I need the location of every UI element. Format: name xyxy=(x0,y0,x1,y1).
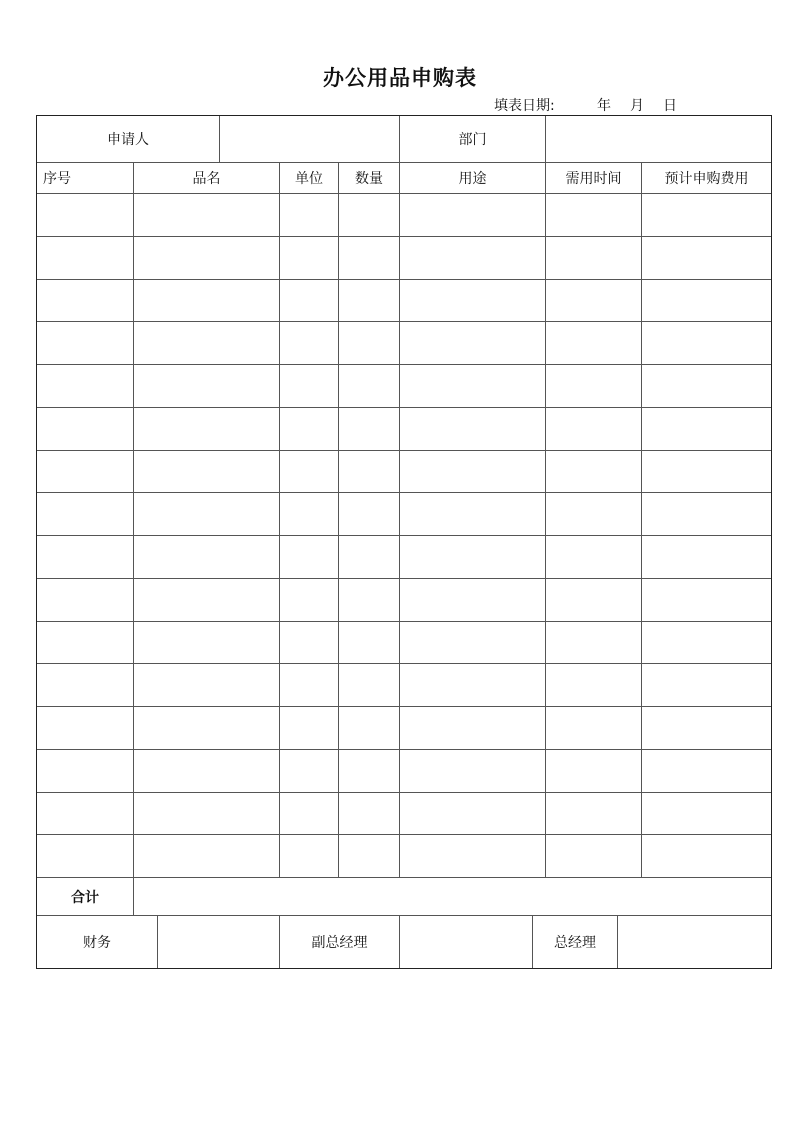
row-2-purpose-cell[interactable] xyxy=(400,237,546,280)
row-11-purpose-cell[interactable] xyxy=(400,622,546,665)
row-7-item-name-cell[interactable] xyxy=(134,451,280,494)
row-13-estimated-cost-cell[interactable] xyxy=(642,707,771,750)
row-13-quantity-cell[interactable] xyxy=(339,707,400,750)
purchase-request-table xyxy=(36,115,772,969)
row-8-estimated-cost-cell[interactable] xyxy=(642,493,771,536)
row-9-item-name-cell[interactable] xyxy=(134,536,280,579)
total-field[interactable] xyxy=(134,878,771,916)
row-11-unit-cell[interactable] xyxy=(280,622,339,665)
row-11-item-name-cell[interactable] xyxy=(134,622,280,665)
row-1-unit-cell[interactable] xyxy=(280,194,339,237)
row-6-unit-cell[interactable] xyxy=(280,408,339,451)
row-3-quantity-cell[interactable] xyxy=(339,280,400,323)
row-16-purpose-cell[interactable] xyxy=(400,835,546,878)
row-6-item-name-cell[interactable] xyxy=(134,408,280,451)
row-2-index-cell[interactable] xyxy=(37,237,134,280)
row-5-quantity-cell[interactable] xyxy=(339,365,400,408)
row-9-purpose-cell[interactable] xyxy=(400,536,546,579)
row-9-index-cell[interactable] xyxy=(37,536,134,579)
gm-signature-field[interactable] xyxy=(618,916,771,968)
row-12-estimated-cost-cell[interactable] xyxy=(642,664,771,707)
col-header-item-name: 品名 xyxy=(134,163,280,194)
row-8-quantity-cell[interactable] xyxy=(339,493,400,536)
row-3-unit-cell[interactable] xyxy=(280,280,339,323)
row-8-needed-time-cell[interactable] xyxy=(546,493,642,536)
row-3-needed-time-cell[interactable] xyxy=(546,280,642,323)
row-16-quantity-cell[interactable] xyxy=(339,835,400,878)
row-10-quantity-cell[interactable] xyxy=(339,579,400,622)
row-4-unit-cell[interactable] xyxy=(280,322,339,365)
row-3-purpose-cell[interactable] xyxy=(400,280,546,323)
row-7-estimated-cost-cell[interactable] xyxy=(642,451,771,494)
row-3-estimated-cost-cell[interactable] xyxy=(642,280,771,323)
row-14-quantity-cell[interactable] xyxy=(339,750,400,793)
row-11-estimated-cost-cell[interactable] xyxy=(642,622,771,665)
row-10-needed-time-cell[interactable] xyxy=(546,579,642,622)
row-9-estimated-cost-cell[interactable] xyxy=(642,536,771,579)
row-7-unit-cell[interactable] xyxy=(280,451,339,494)
row-16-index-cell[interactable] xyxy=(37,835,134,878)
row-4-index-cell[interactable] xyxy=(37,322,134,365)
col-header-needed-time: 需用时间 xyxy=(546,163,642,194)
form-title: 办公用品申购表 xyxy=(323,66,477,90)
row-5-unit-cell[interactable] xyxy=(280,365,339,408)
row-7-needed-time-cell[interactable] xyxy=(546,451,642,494)
row-14-index-cell[interactable] xyxy=(37,750,134,793)
row-3-index-cell[interactable] xyxy=(37,280,134,323)
row-12-purpose-cell[interactable] xyxy=(400,664,546,707)
row-15-quantity-cell[interactable] xyxy=(339,793,400,836)
department-label: 部门 xyxy=(400,116,546,163)
row-13-index-cell[interactable] xyxy=(37,707,134,750)
row-10-item-name-cell[interactable] xyxy=(134,579,280,622)
fill-date xyxy=(494,95,677,115)
row-1-estimated-cost-cell[interactable] xyxy=(642,194,771,237)
row-12-item-name-cell[interactable] xyxy=(134,664,280,707)
col-header-estimated-cost: 预计申购费用 xyxy=(642,163,771,194)
deputy-gm-signature-field[interactable] xyxy=(400,916,533,968)
row-5-index-cell[interactable] xyxy=(37,365,134,408)
row-10-index-cell[interactable] xyxy=(37,579,134,622)
row-9-needed-time-cell[interactable] xyxy=(546,536,642,579)
finance-label: 财务 xyxy=(37,916,158,968)
row-2-estimated-cost-cell[interactable] xyxy=(642,237,771,280)
row-12-needed-time-cell[interactable] xyxy=(546,664,642,707)
col-header-purpose: 用途 xyxy=(400,163,546,194)
row-7-purpose-cell[interactable] xyxy=(400,451,546,494)
fill-date-label: 填表日期: xyxy=(494,98,555,114)
row-12-index-cell[interactable] xyxy=(37,664,134,707)
row-1-quantity-cell[interactable] xyxy=(339,194,400,237)
row-14-needed-time-cell[interactable] xyxy=(546,750,642,793)
row-1-purpose-cell[interactable] xyxy=(400,194,546,237)
row-6-quantity-cell[interactable] xyxy=(339,408,400,451)
row-12-unit-cell[interactable] xyxy=(280,664,339,707)
row-5-estimated-cost-cell[interactable] xyxy=(642,365,771,408)
row-2-needed-time-cell[interactable] xyxy=(546,237,642,280)
row-9-quantity-cell[interactable] xyxy=(339,536,400,579)
row-15-index-cell[interactable] xyxy=(37,793,134,836)
fill-date-year: 年 xyxy=(597,98,611,114)
row-2-item-name-cell[interactable] xyxy=(134,237,280,280)
row-8-unit-cell[interactable] xyxy=(280,493,339,536)
row-13-needed-time-cell[interactable] xyxy=(546,707,642,750)
row-2-quantity-cell[interactable] xyxy=(339,237,400,280)
row-15-estimated-cost-cell[interactable] xyxy=(642,793,771,836)
row-5-purpose-cell[interactable] xyxy=(400,365,546,408)
row-15-purpose-cell[interactable] xyxy=(400,793,546,836)
row-4-item-name-cell[interactable] xyxy=(134,322,280,365)
row-14-unit-cell[interactable] xyxy=(280,750,339,793)
row-7-quantity-cell[interactable] xyxy=(339,451,400,494)
row-11-needed-time-cell[interactable] xyxy=(546,622,642,665)
department-field[interactable] xyxy=(546,116,771,163)
total-label: 合计 xyxy=(37,878,134,916)
row-3-item-name-cell[interactable] xyxy=(134,280,280,323)
row-16-estimated-cost-cell[interactable] xyxy=(642,835,771,878)
row-6-estimated-cost-cell[interactable] xyxy=(642,408,771,451)
row-9-unit-cell[interactable] xyxy=(280,536,339,579)
row-12-quantity-cell[interactable] xyxy=(339,664,400,707)
row-4-estimated-cost-cell[interactable] xyxy=(642,322,771,365)
row-6-needed-time-cell[interactable] xyxy=(546,408,642,451)
row-14-item-name-cell[interactable] xyxy=(134,750,280,793)
row-10-purpose-cell[interactable] xyxy=(400,579,546,622)
row-16-needed-time-cell[interactable] xyxy=(546,835,642,878)
row-8-item-name-cell[interactable] xyxy=(134,493,280,536)
row-14-estimated-cost-cell[interactable] xyxy=(642,750,771,793)
row-7-index-cell[interactable] xyxy=(37,451,134,494)
gm-label: 总经理 xyxy=(533,916,618,968)
row-4-needed-time-cell[interactable] xyxy=(546,322,642,365)
applicant-field[interactable] xyxy=(220,116,400,163)
deputy-gm-label: 副总经理 xyxy=(280,916,400,968)
row-10-unit-cell[interactable] xyxy=(280,579,339,622)
row-1-item-name-cell[interactable] xyxy=(134,194,280,237)
row-8-purpose-cell[interactable] xyxy=(400,493,546,536)
col-header-index: 序号 xyxy=(37,163,134,194)
row-6-purpose-cell[interactable] xyxy=(400,408,546,451)
row-11-index-cell[interactable] xyxy=(37,622,134,665)
row-2-unit-cell[interactable] xyxy=(280,237,339,280)
row-8-index-cell[interactable] xyxy=(37,493,134,536)
row-13-item-name-cell[interactable] xyxy=(134,707,280,750)
row-15-item-name-cell[interactable] xyxy=(134,793,280,836)
finance-signature-field[interactable] xyxy=(158,916,280,968)
row-4-purpose-cell[interactable] xyxy=(400,322,546,365)
row-11-quantity-cell[interactable] xyxy=(339,622,400,665)
row-14-purpose-cell[interactable] xyxy=(400,750,546,793)
row-10-estimated-cost-cell[interactable] xyxy=(642,579,771,622)
row-15-needed-time-cell[interactable] xyxy=(546,793,642,836)
row-6-index-cell[interactable] xyxy=(37,408,134,451)
row-13-purpose-cell[interactable] xyxy=(400,707,546,750)
row-4-quantity-cell[interactable] xyxy=(339,322,400,365)
fill-date-month: 月 xyxy=(630,98,644,114)
col-header-quantity: 数量 xyxy=(339,163,400,194)
row-5-needed-time-cell[interactable] xyxy=(546,365,642,408)
row-13-unit-cell[interactable] xyxy=(280,707,339,750)
row-16-unit-cell[interactable] xyxy=(280,835,339,878)
applicant-label: 申请人 xyxy=(37,116,220,163)
row-5-item-name-cell[interactable] xyxy=(134,365,280,408)
row-1-index-cell[interactable] xyxy=(37,194,134,237)
row-16-item-name-cell[interactable] xyxy=(134,835,280,878)
col-header-unit: 单位 xyxy=(280,163,339,194)
row-15-unit-cell[interactable] xyxy=(280,793,339,836)
row-1-needed-time-cell[interactable] xyxy=(546,194,642,237)
fill-date-day: 日 xyxy=(663,98,677,114)
